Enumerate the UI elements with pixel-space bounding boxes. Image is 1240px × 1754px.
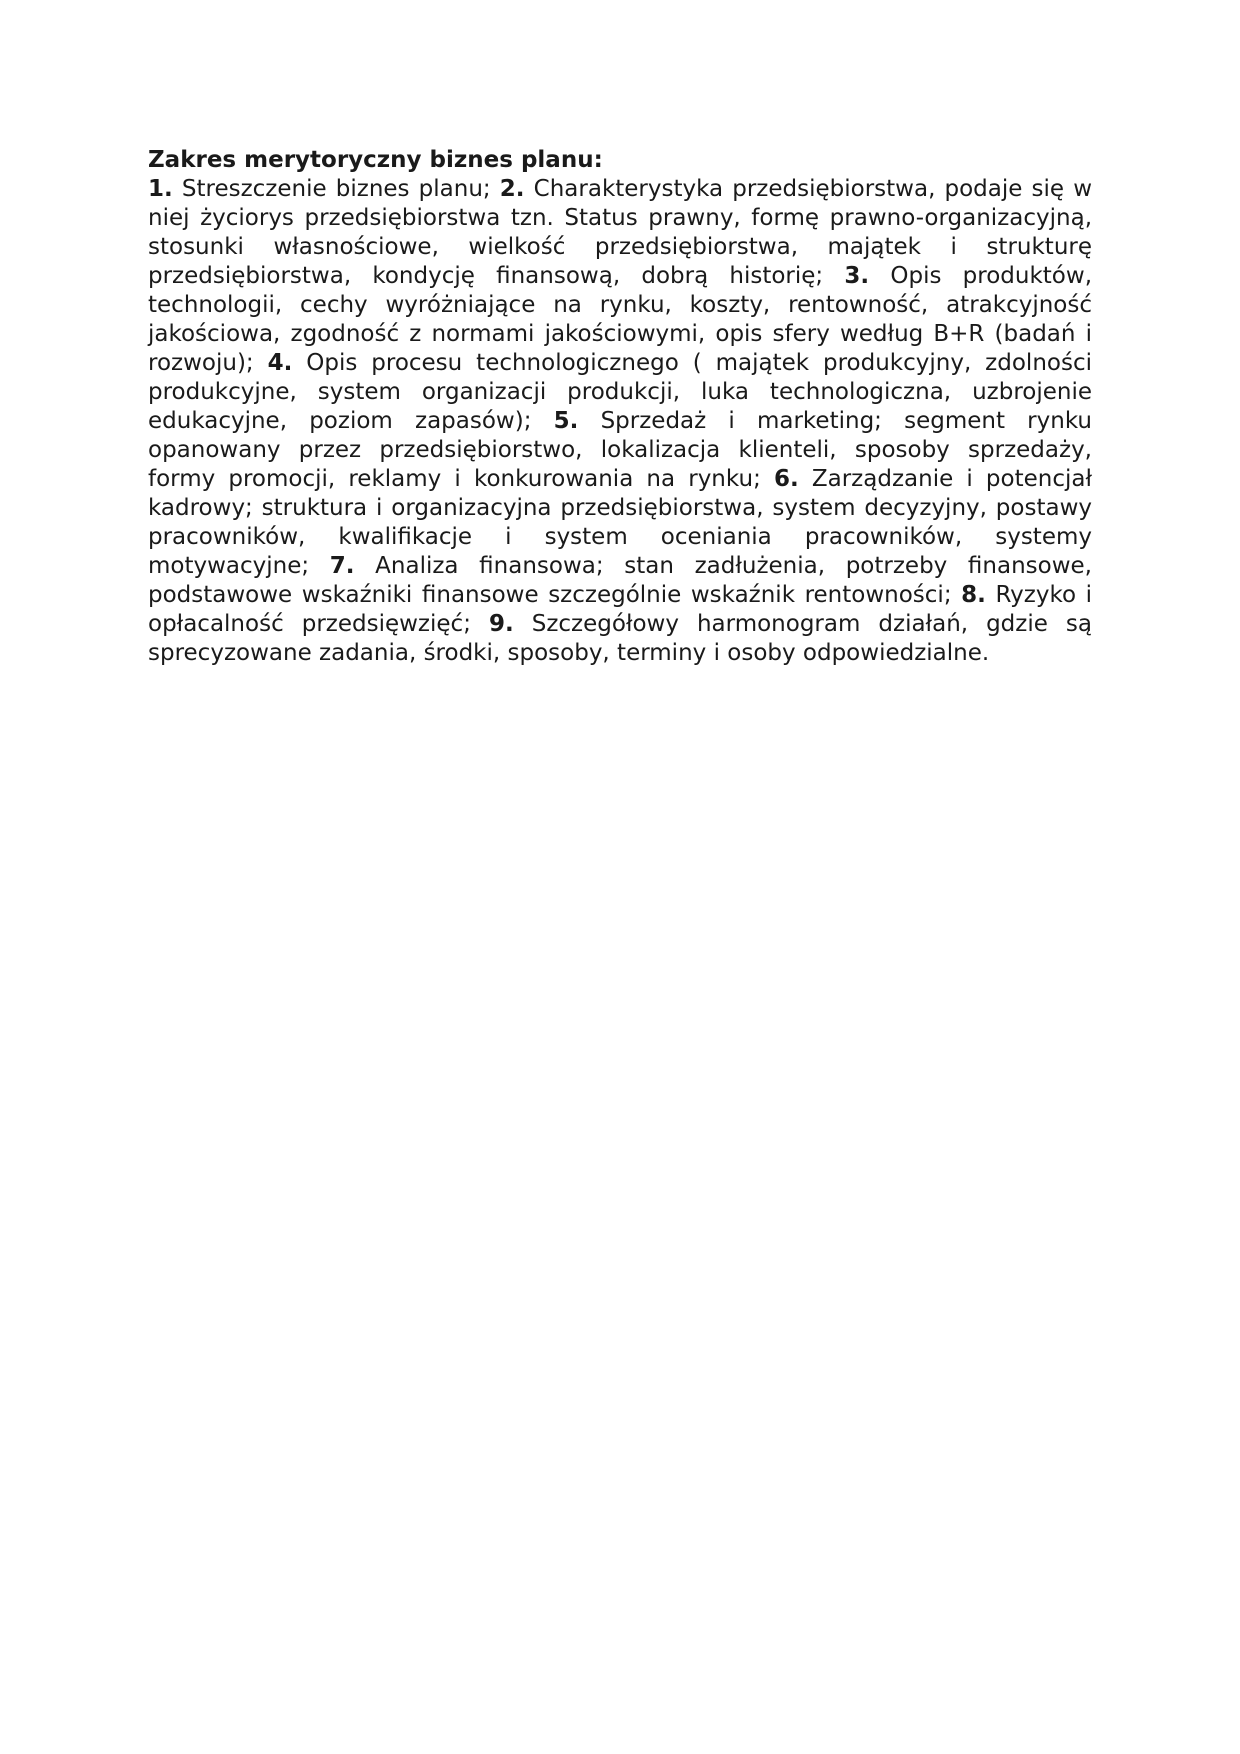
item-number: 9.: [488, 611, 514, 637]
item-number: 2.: [499, 176, 525, 202]
document-heading: Zakres merytoryczny biznes planu:: [148, 147, 603, 173]
item-number: 3.: [844, 263, 870, 289]
item-number: 4.: [267, 350, 293, 376]
item-number: 6.: [773, 466, 799, 492]
item-text: Opis procesu technologicznego ( majątek produkcyjny, zdolności produkcyjne, system organizacji produkcji, luka technologiczna, uzbrojenie edukacyjne, poziom zapasów);: [148, 350, 1092, 434]
item-text: Zarządzanie i potencjał kadrowy; struktura i organizacyjna przedsiębiorstwa, system decyzyjny, postawy pracowników, kwalifikacje i system oceniania pracowników, systemy motywacyjne;: [148, 466, 1092, 579]
item-number: 7.: [329, 553, 355, 579]
item-text: Ryzyko i opłacalność przedsięwzięć;: [148, 582, 1092, 637]
item-text: Streszczenie biznes planu;: [172, 176, 500, 202]
item-number: 5.: [553, 408, 579, 434]
item-text: Szczegółowy harmonogram działań, gdzie są sprecyzowane zadania, środki, sposoby, terminy i osoby odpowiedzialne.: [148, 611, 1092, 666]
item-number: 8.: [961, 582, 986, 608]
item-text: Sprzedaż i marketing; segment rynku opanowany przez przedsiębiorstwo, lokalizacja klienteli, sposoby sprzedaży, formy promocji, reklamy i konkurowania na rynku;: [148, 408, 1093, 492]
document-content: [148, 146, 1092, 668]
document-paragraph: [148, 175, 1092, 668]
item-number: 1.: [148, 176, 173, 202]
item-text: Analiza finansowa; stan zadłużenia, potrzeby finansowe, podstawowe wskaźniki finansowe szczególnie wskaźnik rentowności;: [148, 553, 1092, 608]
item-text: Opis produktów, technologii, cechy wyróżniające na rynku, koszty, rentowność, atrakcyjność jakościowa, zgodność z normami jakościowymi, opis sfery według B+R (badań i rozwoju);: [148, 263, 1093, 376]
item-text: Charakterystyka przedsiębiorstwa, podaje się w niej życiorys przedsiębiorstwa tzn. Status prawny, formę prawno-organizacyjną, stosunki własnościowe, wielkość przedsiębiorstwa, majątek i strukturę przedsiębiorstwa, kondycję finansową, dobrą historię;: [148, 176, 1093, 289]
